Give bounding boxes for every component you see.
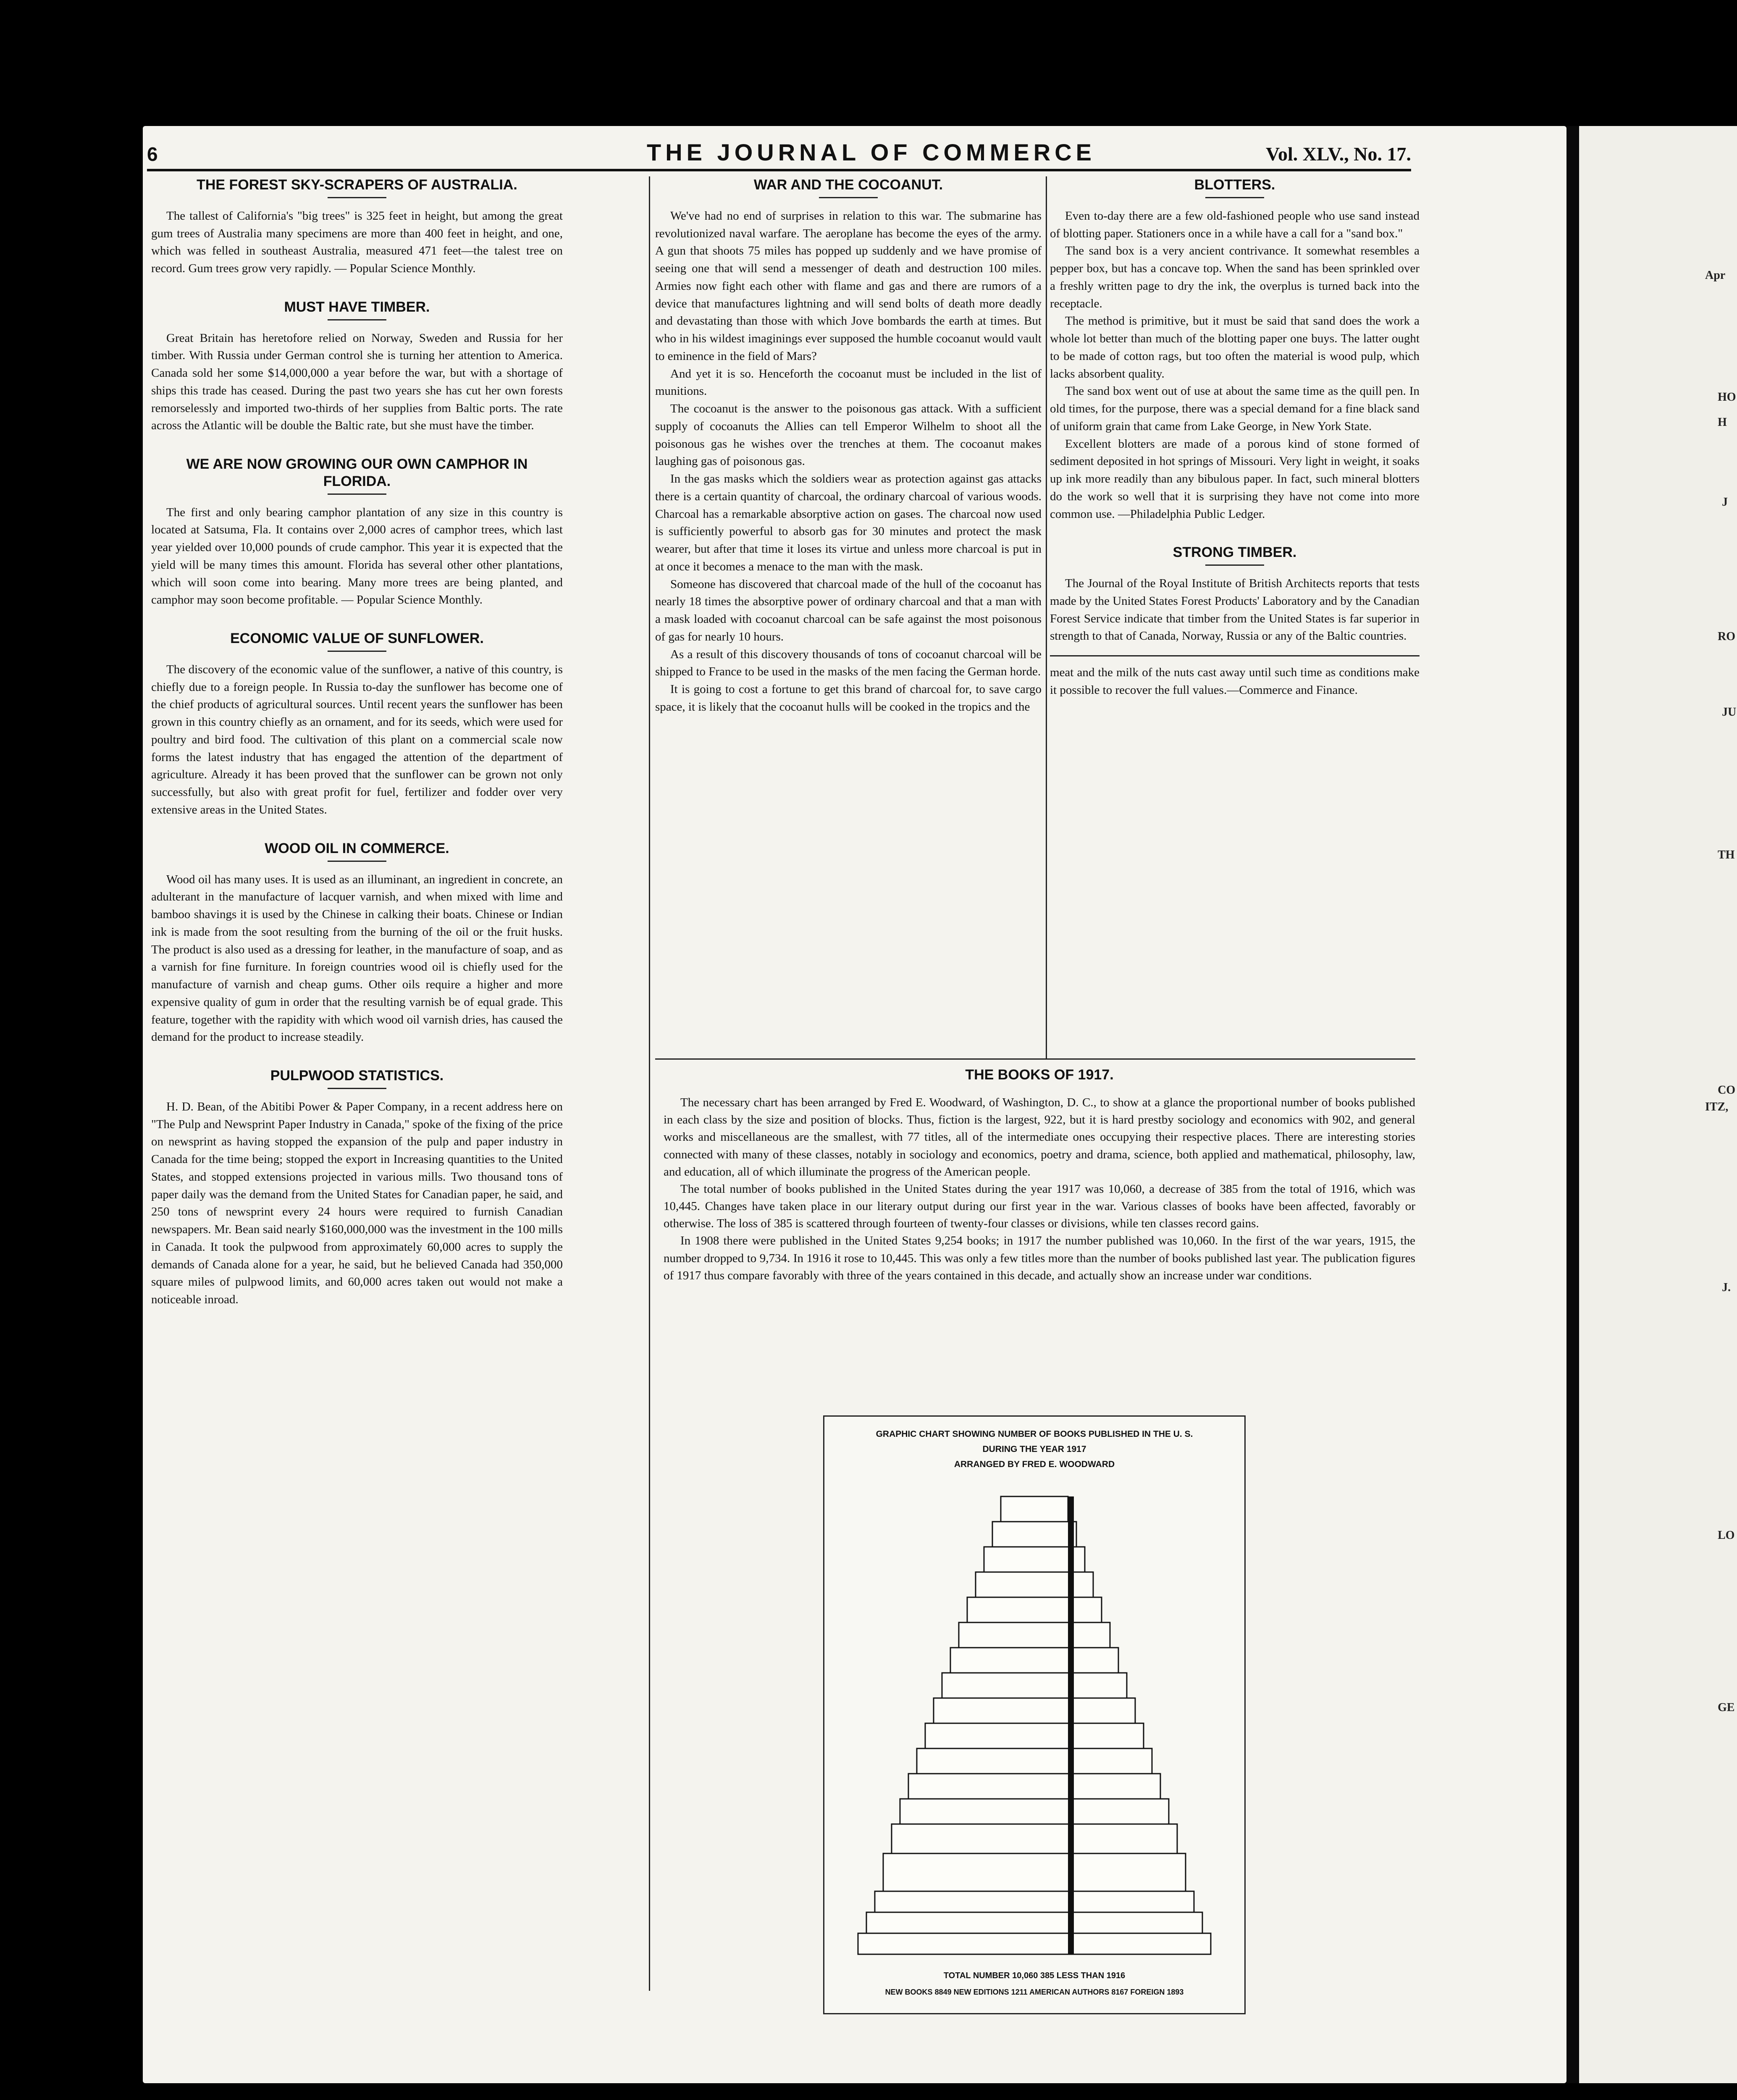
- article-paragraph: The cocoanut is the answer to the poisonous gas attack. With a sufficient supply of cocoanuts the Allies can tell Emperor Wilhelm to shoot all the poisonous gas he wishes over the trenches at them. The cocoanut makes laughing gas of poisonous gas.: [655, 402, 1042, 468]
- fragment-word: Apr: [1705, 269, 1726, 282]
- chart-footer: NEW BOOKS 8849 NEW EDITIONS 1211 AMERICAN AUTHORS 8167 FOREIGN 1893: [885, 1988, 1184, 1996]
- section-rule: [655, 1058, 1415, 1060]
- page-fold: [1566, 126, 1579, 2083]
- pyramid-block: [959, 1622, 1110, 1648]
- column-middle: [655, 176, 1042, 737]
- headline-rule: [328, 319, 386, 320]
- fragment-word: LO: [1718, 1529, 1735, 1542]
- article-books-1917: [664, 1067, 1415, 1284]
- masthead: [147, 139, 1411, 170]
- article-paragraph: meat and the milk of the nuts cast away until such time as conditions make it possible to recover the full values.—Commerce and Finance.: [1050, 666, 1420, 697]
- article-body: Great Britain has heretofore relied on Norway, Sweden and Russia for her timber. With Russia under German control she is turning her attention to America. Canada sold her some $14,000,000 a year before the war, but with a shortage of ships this trade has ceased. During the past two years she has cut her own forests remorselessly and imported two-thirds of her supplies from Baltic ports. The rate across the Atlantic will be double the Baltic rate, but she must have the timber.: [151, 331, 563, 433]
- column-left: [151, 176, 563, 1330]
- column-right: [1050, 176, 1420, 720]
- fragment-word: TH: [1718, 848, 1735, 861]
- fragment-word: ITZ,: [1705, 1100, 1729, 1113]
- headline-rule: [819, 197, 878, 198]
- article-paragraph: The method is primitive, but it must be said that sand does the work a whole lot better than much of the blotting paper one buys. The latter ought to be made of cotton rags, but too often the material is wood pulp, which lacks absorbent quality.: [1050, 314, 1420, 381]
- headline-rule: [328, 494, 386, 495]
- pyramid-block: [892, 1824, 1177, 1853]
- article-paragraph: Even to-day there are a few old-fashioned people who use sand instead of blotting paper. Stationers once in a while have a call for a "sand box.": [1050, 209, 1420, 240]
- article-woodoil: [151, 840, 563, 1046]
- headline-rule: [328, 861, 386, 862]
- pyramid-block: [900, 1799, 1169, 1824]
- fragment-word: J.: [1722, 1281, 1731, 1294]
- headline-rule: [328, 651, 386, 652]
- article-timber: [151, 299, 563, 435]
- article-paragraph: And yet it is so. Henceforth the cocoanut must be included in the list of munitions.: [655, 367, 1042, 398]
- chart-total: TOTAL NUMBER 10,060 385 LESS THAN 1916: [943, 1971, 1126, 1980]
- headline: WOOD OIL IN COMMERCE.: [265, 840, 449, 856]
- article-strong-timber: [1050, 544, 1420, 699]
- pyramid-block: [976, 1572, 1093, 1597]
- article-sunflower: [151, 630, 563, 819]
- pyramid-block: [875, 1891, 1194, 1912]
- article-paragraph: We've had no end of surprises in relation to this war. The submarine has revolutionized naval warfare. The aeroplane has become the eyes of the army. A gun that shoots 75 miles has popped up suddenly and we have promise of seeing one that will send a messenger of death and destruction 100 miles. Armies now fight each other with flame and gas and there are rumors of a device that manufactures lightning and will send bolts of death more deadly and devastating than those with which Jove bombards the earth at times. But who in his wildest imaginings ever supposed the humble cocoanut would vault to eminence in the field of Mars?: [655, 209, 1042, 363]
- fragment-word: HO: [1718, 391, 1736, 404]
- headline-rule: [1205, 564, 1264, 566]
- masthead-rule: [147, 169, 1411, 171]
- chart-subtitle: DURING THE YEAR 1917: [982, 1444, 1086, 1454]
- article-cocoanut: [655, 176, 1042, 716]
- headline-rule: [328, 197, 386, 198]
- article-forest: [151, 176, 563, 278]
- headline: WAR AND THE COCOANUT.: [753, 177, 943, 193]
- journal-title: THE JOURNAL OF COMMERCE: [647, 139, 1096, 165]
- pyramid-block: [866, 1912, 1202, 1933]
- headline: PULPWOOD STATISTICS.: [270, 1068, 444, 1084]
- pyramid-block: [967, 1597, 1102, 1622]
- pyramid-block: [950, 1648, 1118, 1673]
- article-body: The discovery of the economic value of the sunflower, a native of this country, is chiefly due to a foreign people. In Russia to-day the sunflower has become one of the chief products of agricultural sources. Until recent years the sunflower has been grown in this country chiefly as an ornament, and for its seeds, which were used for poultry and bird food. The cultivation of this plant on a commercial scale now forms the latest industry that has engaged the attention of the department of agriculture. Already it has been proved that the sunflower can be grown not only successfully, but also with great profit for fuel, fertilizer and fodder over very extensive areas in the United States.: [151, 662, 563, 816]
- article-paragraph: The sand box is a very ancient contrivance. It somewhat resembles a pepper box, but has a concave top. When the sand has been sprinkled over a freshly written page to dry the ink, the overplus is turned back into the receptacle.: [1050, 244, 1420, 310]
- fragment-word: H: [1718, 416, 1727, 429]
- column-rule: [649, 176, 650, 1991]
- pyramid-block: [925, 1723, 1144, 1748]
- pyramid-block: [917, 1748, 1152, 1774]
- article-pulpwood: [151, 1067, 563, 1309]
- article-paragraph: The sand box went out of use at about the same time as the quill pen. In old times, for the purpose, there was a special demand for a fine black sand of uniform grain that came from Lake George, in New York State.: [1050, 384, 1420, 433]
- article-body: The first and only bearing camphor plantation of any size in this country is located at Satsuma, Fla. It contains over 2,000 acres of camphor trees, which last year yielded over 10,000 pounds of crude camphor. This year it is expected that the yield will be many times this amount. Florida has several other other plantations, which will soon come into bearing. Many more trees are being planted, and camphor may soon become profitable. — Popular Science Monthly.: [151, 505, 563, 607]
- headline: WE ARE NOW GROWING OUR OWN CAMPHOR IN FLORIDA.: [186, 456, 528, 489]
- page-number: 6: [147, 143, 158, 165]
- fragment-word: J: [1722, 496, 1728, 509]
- volume-number: Vol. XLV., No. 17.: [1266, 143, 1411, 165]
- headline: THE BOOKS OF 1917.: [965, 1067, 1114, 1083]
- article-paragraph: It is going to cost a fortune to get this brand of charcoal for, to save cargo space, it is likely that the cocoanut hulls will be cooked in the tropics and the: [655, 682, 1042, 714]
- pyramid-block: [908, 1774, 1160, 1799]
- article-paragraph: In the gas masks which the soldiers wear as protection against gas attacks there is a certain quantity of charcoal, the ordinary charcoal of various woods. Charcoal has a remarkable absorptive action on gases. The charcoal now used is sufficiently powerful to absorb gas for 30 minutes and protect the mask wearer, but after that time it loses its virtue and unless more charcoal is put in at once it becomes a menace to the man with the mask.: [655, 472, 1042, 573]
- pyramid-block: [992, 1522, 1076, 1547]
- article-body: H. D. Bean, of the Abitibi Power & Paper Company, in a recent address here on "The Pulp and Newsprint Paper Industry in Canada," spoke of the fixing of the price on newsprint as having stopped the expansion of the pulp and paper industry in Canada for the time being; stopped the export in Increasing quantities to the United States, and stopped extensions projected in various mills. Two thousand tons of paper daily was the demand from the United States for Canadian paper, he said, and 250 tons of newsprint every 24 hours were required to furnish Canadian newspapers. Mr. Bean said nearly $160,000,000 was the investment in the 100 mills in Canada. It took the pulpwood from approximately 60,000 acres to supply the demands of Canada alone for a year, he said, but he believed Canada had 350,000 square miles of pulpwood limits, and 60,000 acres taken out would not make a noticeable inroad.: [151, 1100, 563, 1307]
- pyramid-block: [858, 1933, 1211, 1954]
- pyramid-shadow: [1068, 1496, 1074, 1954]
- pyramid-block: [934, 1698, 1135, 1723]
- fragment-word: RO: [1718, 630, 1735, 643]
- fragment-word: CO: [1718, 1084, 1735, 1097]
- pyramid-drawing: [824, 1417, 1244, 2013]
- headline: ECONOMIC VALUE OF SUNFLOWER.: [230, 630, 484, 647]
- article-blotters: [1050, 176, 1420, 523]
- article-paragraph: As a result of this discovery thousands of tons of cocoanut charcoal will be shipped to France to be used in the masks of the men facing the German horde.: [655, 647, 1042, 679]
- article-paragraph: The Journal of the Royal Institute of British Architects reports that tests made by the United States Forest Products' Laboratory and by the Canadian Forest Service indicate that timber from the United States is far superior in strength to that of Canada, Norway, Russia or any of the Baltic countries.: [1050, 577, 1420, 643]
- chart-credit: ARRANGED BY FRED E. WOODWARD: [954, 1460, 1115, 1469]
- headline-rule: [328, 1088, 386, 1089]
- chart-title: GRAPHIC CHART SHOWING NUMBER OF BOOKS PUBLISHED IN THE U. S.: [876, 1429, 1193, 1439]
- article-paragraph: The necessary chart has been arranged by Fred E. Woodward, of Washington, D. C., to show at a glance the proportional number of books published in each class by the size and position of blocks. Thus, fiction is the largest, 922, but it is hard prestby sociology and economics with 902, and general works and miscellaneous are the smallest, with 77 titles, all of the intermediate ones occupying their respective places. There are interesting stories connected with many of these classes, notably in sociology and economics, poetry and drama, science, both applied and mathematical, philosophy, law, and education, all of which illuminate the progress of the American people.: [664, 1096, 1415, 1179]
- pyramid-block: [1001, 1496, 1068, 1522]
- pyramid-block: [942, 1673, 1127, 1698]
- article-paragraph: Excellent blotters are made of a porous kind of stone formed of sediment deposited in hot springs of Missouri. Very light in weight, it soaks up ink more readily than any bibulous paper. In fact, such mineral blotters do the work so well that it is surprising they have not come into more common use. —Philadelphia Public Ledger.: [1050, 437, 1420, 521]
- article-paragraph: Someone has discovered that charcoal made of the hull of the cocoanut has nearly 18 times the absorptive power of ordinary charcoal and that a man with a mask loaded with cocoanut charcoal can be safe against the most poisonous of gas for nearly 10 hours.: [655, 577, 1042, 643]
- headline: STRONG TIMBER.: [1173, 544, 1297, 561]
- pyramid-block: [883, 1853, 1186, 1891]
- article-camphor: [151, 456, 563, 609]
- books-pyramid-chart: [823, 1415, 1246, 2014]
- article-paragraph: In 1908 there were published in the United States 9,254 books; in 1917 the number published was 10,060. In the first of the war years, 1915, the number dropped to 9,734. In 1916 it rose to 10,445. This was only a few titles more than the number of books published last year. The publication figures of 1917 thus compare favorably with three of the years contained in this decade, and actually show an increase under war conditions.: [664, 1234, 1415, 1282]
- headline: BLOTTERS.: [1194, 177, 1275, 193]
- headline-rule: [1205, 197, 1264, 198]
- fragment-word: GE: [1718, 1701, 1735, 1714]
- section-rule: [1050, 655, 1420, 656]
- fragment-word: JU: [1722, 706, 1737, 719]
- article-body: Wood oil has many uses. It is used as an illuminant, an ingredient in concrete, an adulterant in the manufacture of lacquer varnish, and when mixed with lime and bamboo shavings it is used by the Chinese in calking their boats. Chinese or Indian ink is made from the soot resulting from the burning of the oil or the fruit husks. The product is also used as a dressing for leather, in the manufacture of soap, and as a varnish for fine furniture. In foreign countries wood oil is chiefly used for the manufacture of varnish and cheap gums. Other oils require a higher and more expensive quality of gum in order that the resulting varnish be of equal grade. This feature, together with the rapidity with which wood oil varnish dries, has caused the demand for the product to increase steadily.: [151, 872, 563, 1044]
- article-paragraph: The total number of books published in the United States during the year 1917 was 10,060, a decrease of 385 from the total of 1916, which was 10,445. Changes have taken place in our literary output during our first year in the war. Various classes of books have been affected, favorably or otherwise. The loss of 385 is scattered through fourteen of twenty-four classes or divisions, while ten classes record gains.: [664, 1182, 1415, 1231]
- article-body: The tallest of California's "big trees" is 325 feet in height, but among the great gum trees of Australia many specimens are more than 400 feet in height, and one, which was felled in southeast Australia, measured 471 feet—the talest tree on record. Gum trees grow very rapidly. — Popular Science Monthly.: [151, 209, 563, 276]
- headline: MUST HAVE TIMBER.: [284, 299, 430, 315]
- column-rule: [1046, 176, 1047, 1058]
- headline: THE FOREST SKY-SCRAPERS OF AUSTRALIA.: [197, 177, 517, 193]
